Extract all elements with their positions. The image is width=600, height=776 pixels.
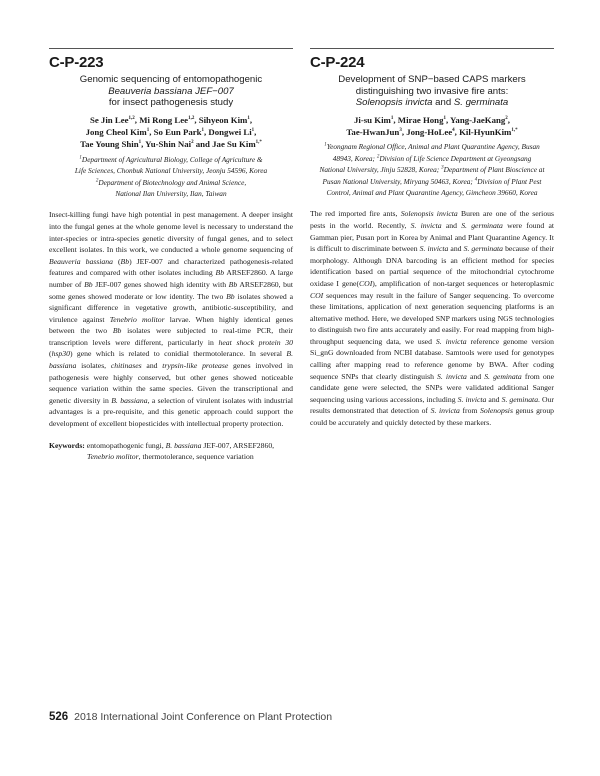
page-footer (49, 711, 332, 723)
abstract-title (49, 74, 293, 109)
divider-rule (49, 48, 293, 49)
title-line: Development of SNP−based CAPS markers (338, 74, 526, 85)
abstract-code: C-P-224 (310, 54, 365, 71)
keywords (49, 440, 293, 463)
title-line: Solenopsis invicta and S. germinata (355, 97, 509, 108)
title-line: Genomic sequencing of entomopathogenic (79, 74, 263, 85)
title-line: Beauveria bassiana JEF−007 (108, 85, 234, 97)
title-line: distinguishing two invasive fire ants: (355, 85, 509, 97)
title-line: for insect pathogenesis study (108, 97, 234, 108)
abstract-body: Insect-killing fungi have high potential in pest management. A deeper insight into the fungal genes at the whole genome level is necessary to understand the inter-species or intra-species genetic diversity of fungal genes, and to select excellent isolates. In this work, we conducted a whole genome sequencing of Beauveria bassiana (Bb) JEF-007 and characterized pathogenesis-related features and compared with other isolates including Bb ARSEF2860. A large number of Bb JEF-007 genes showed high identity with Bb ARSEF2860, but some genes showed moderate or low identity. The two Bb isolates showed a significant difference in vegetative growth, antibiotic-susceptibility, and virulence against Tenebrio molitor larvae. When highly identical genes between the two Bb isolates were subjected to real-time PCR, their transcription levels were different, particularly in heat shock protein 30 (hsp30) gene which is related to conidial thermotolerance. In several B. bassiana isolates, chitinases and trypsin-like protease genes involved in pathogenesis were highly conserved, but other genes showed noticeable sequence variation within the same species. Given the transcriptional and genetic diversity in B. bassiana, a selection of virulent isolates with industrial advantages is a pre-requisite, and this genetic approach could support the development of excellent biopesticides with intellectual property protection. (49, 210, 294, 429)
conference-name: 2018 International Joint Conference on Plant Protection (74, 711, 333, 723)
abstract-title (310, 74, 554, 109)
abstract-left (49, 48, 293, 463)
abstract-right (310, 48, 554, 429)
divider-rule (310, 48, 554, 49)
keywords-list: entomopathogenic fungi, B. bassiana JEF-007, ARSEF2860, Tenebrio molitor, thermotolerance, sequence variation (86, 440, 275, 462)
abstract-code: C-P-223 (49, 54, 104, 71)
affiliations: $^1$Yeongnam Regional Office, Animal and Plant Quarantine Agency, Busan 48943, Korea; $^2$Division of Life Science Department at Gyeongsang National University, Jinju 52828, Korea; $^3$Department of Plant Bioscience at Pusan National University, Miryang 50463, Korea; $^4$Division of Plant Pest Control, Animal and Plant Quarantine Agency, Gimcheon 39660, Korea (319, 142, 545, 197)
keywords-label: Keywords: (49, 440, 85, 450)
abstract-body: The red imported fire ants, Solenopsis invicta Buren are one of the serious pests in the world. Recently, S. invicta and S. germinata were found at Gamman pier, Pusan port in Korea by Animal and Plant Quarantine Agency. It is difficult to discriminate between S. invicta and S. germinata because of their morphology. Although DNA barcoding is an efficient method for species identification based on partial sequence of the mitochondrial cytochrome oxidase I gene(COI), amplification of non-target sequences or heteroplasmic COI sequences may result in the failure of Sanger sequencing. To overcome these limitations, application of next generation sequencing platforms is an alternative method. Here, we developed SNP markers using NGS technologies to distinguish two fire ants accurately and easily. For read mapping from high-throughput sequencing data, we used S. invicta reference genome version Si_gnG downloaded from NCBI database. Samtools were used for genotypes calling after mapping read to reference genome by BWA. After coding sequence SNPs that clearly distinguish S. invicta and S. geminata from one candidate gene were selected, the SNPs were validated additional Sanger sequencing using various accessions, including S. invicta and S. geminata. Our results demonstrated that detection of S. invicta from Solenopsis genus group could be accurately and quickly detected by these markers. (310, 209, 555, 428)
affiliations: $^1$Department of Agricultural Biology, College of Agriculture & Life Sciences, Chonbuk National University, Jeonju 54596, Korea $^2$Department of Biotechnology and Animal Science, National Ilan University, Ilan, Taiwan (74, 154, 268, 198)
authors: Ji-su Kim$^1$, Mirae Hong$^1$, Yang-JaeKang$^2$, Tae-HwanJun$^3$, Jong-HoLee$^4$, Kil-HyunKim$^{1,*}$ (346, 114, 518, 137)
authors: Se Jin Lee$^{1,2}$, Mi Rong Lee$^{1,2}$, Sihyeon Kim$^1$, Jong Cheol Kim$^1$, So Eun Park$^1$, Dongwei Li$^1$, Tae Young Shin$^1$, Yu-Shin Nai$^2$ and Jae Su Kim$^{1,*}$ (80, 114, 262, 150)
page-number: 526 (49, 711, 69, 723)
